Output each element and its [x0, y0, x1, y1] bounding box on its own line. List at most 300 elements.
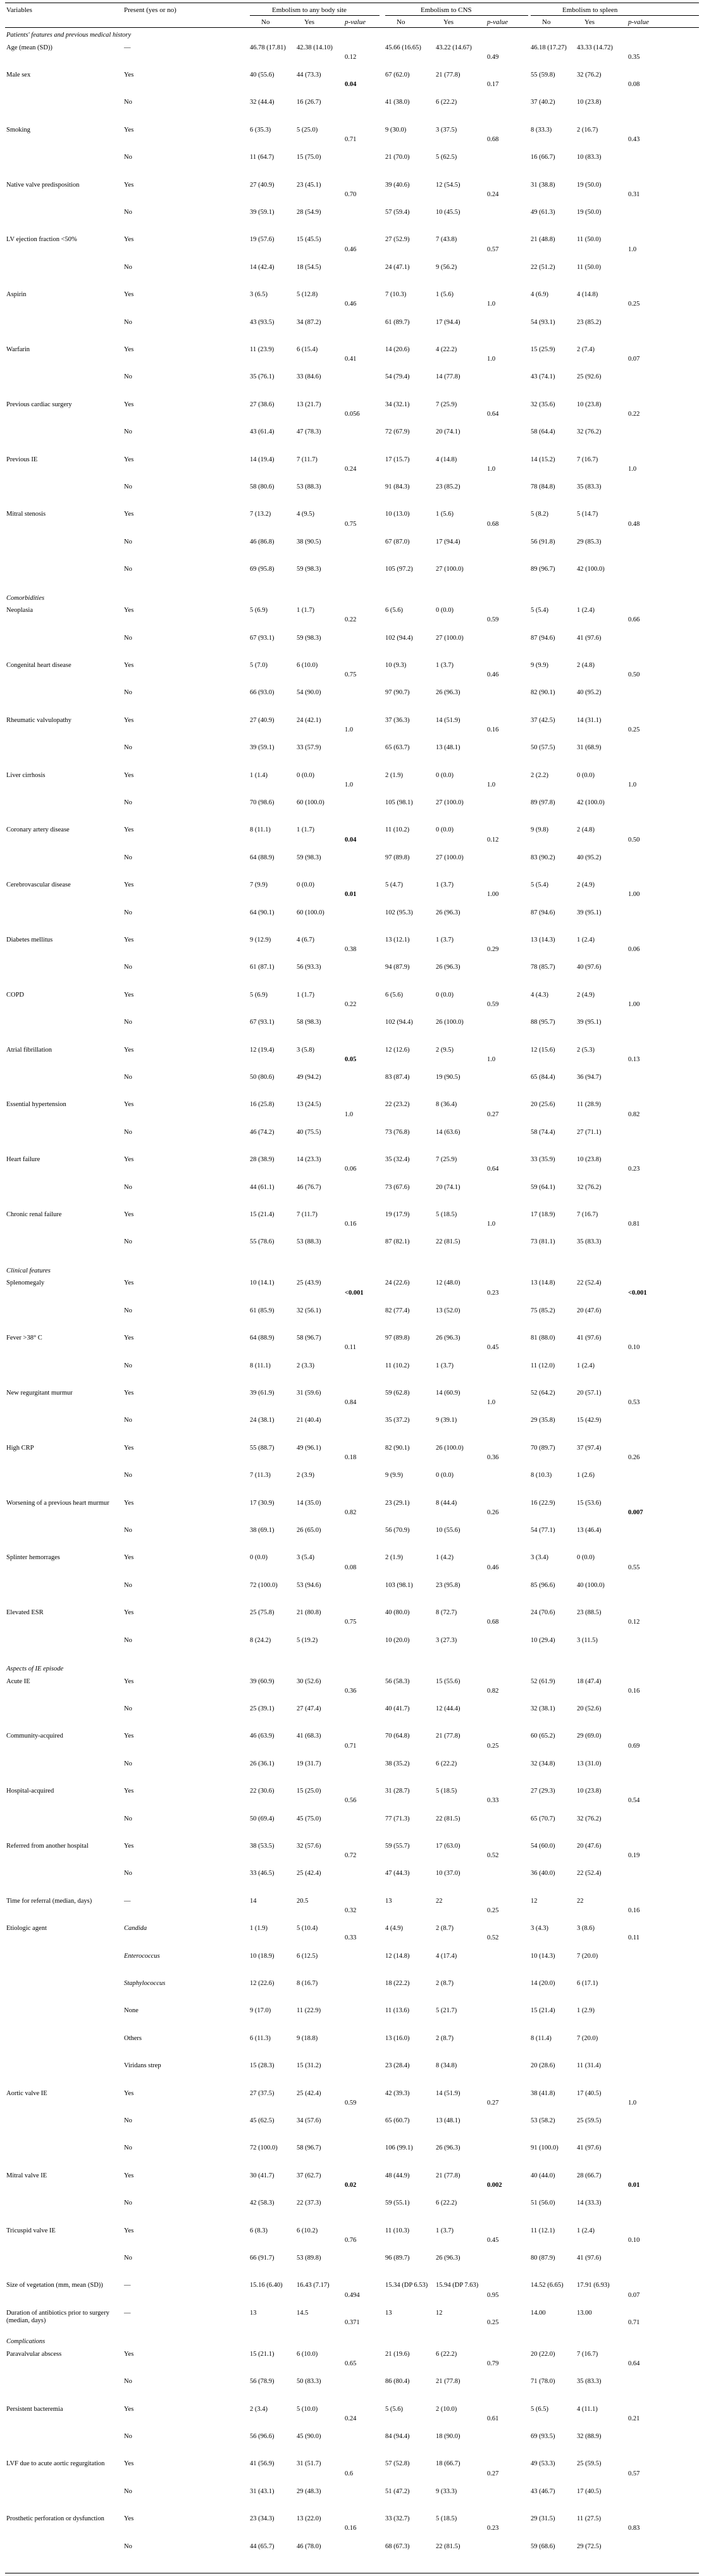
cell-no: 39 (60.9) [250, 1677, 275, 1685]
cell-yes: 20 (57.1) [577, 1390, 602, 1397]
cell-yes: 1 (2.4) [577, 607, 595, 614]
row-label: Age (mean (SD)) [6, 44, 52, 51]
cell-yes: 39 (95.1) [577, 909, 602, 916]
cell-yes: 3 (27.3) [436, 1636, 457, 1644]
cell-yes: 5 (12.8) [297, 291, 318, 299]
cell-p-value: 0.12 [628, 1619, 640, 1626]
cell-no: 18 (22.2) [385, 1980, 410, 1988]
row-label: Paravalvular abscess [6, 2350, 62, 2358]
cell-yes: 15 (45.5) [297, 236, 321, 244]
cell-no: 10 (18.9) [250, 1952, 275, 1960]
cell-yes: 40 (97.6) [577, 964, 602, 971]
cell-yes: 32 (76.2) [577, 72, 602, 79]
cell-no: 14.52 (6.65) [531, 2282, 564, 2289]
cell-no: 49 (61.3) [531, 209, 555, 216]
cell-no: 27 (29.3) [531, 1788, 555, 1795]
cell-no: 39 (59.1) [250, 209, 275, 216]
row-present: None [124, 2007, 139, 2015]
cell-yes: 14 (63.6) [436, 1128, 460, 1136]
cell-yes: 23 (45.1) [297, 181, 321, 189]
cell-no: 6 (11.3) [250, 2034, 271, 2042]
cell-p-value: 0.16 [628, 1687, 640, 1695]
row-label: Community-acquired [6, 1733, 63, 1740]
cell-no: 9 (9.8) [531, 826, 548, 834]
cell-no: 16 (22.9) [531, 1499, 555, 1507]
row-present: Yes [124, 456, 134, 463]
cell-no: 39 (59.1) [250, 744, 275, 752]
cell-no: 58 (64.4) [531, 428, 555, 436]
cell-yes: 8 (16.7) [297, 1980, 318, 1988]
cell-p-value: 0.75 [345, 520, 357, 528]
cell-yes: 10 (37.0) [436, 1870, 460, 1877]
cell-no: 67 (93.1) [250, 1019, 275, 1026]
cell-yes: 49 (94.2) [297, 1073, 321, 1081]
cell-yes: 29 (69.0) [577, 1733, 602, 1740]
cell-yes: 24 (42.1) [297, 716, 321, 724]
group-rule-cns [385, 15, 528, 16]
cell-p-value: 0.50 [628, 671, 640, 679]
cell-yes: 2 (10.0) [436, 2405, 457, 2413]
cell-no: 50 (69.4) [250, 1815, 275, 1822]
cell-no: 53 (58.2) [531, 2117, 555, 2124]
cell-yes: 6 (17.1) [577, 1980, 598, 1988]
row-label: Chronic renal failure [6, 1210, 62, 1218]
cell-yes: 2 (4.8) [577, 826, 595, 834]
cell-no: 33 (32.7) [385, 2515, 410, 2523]
cell-p-value: 0.17 [487, 81, 499, 89]
row-present: Yes [124, 716, 134, 724]
cell-no: 13 (14.3) [531, 936, 555, 944]
row-label: Fever >38° C [6, 1335, 42, 1342]
cell-yes: 13 (22.0) [297, 2515, 321, 2523]
row-present: Yes [124, 511, 134, 518]
cell-p-value: 1.0 [628, 781, 637, 788]
row-present: No [124, 634, 132, 642]
row-label: Native valve predisposition [6, 181, 80, 189]
row-present: Yes [124, 1210, 134, 1218]
cell-no: 42 (39.3) [385, 2089, 410, 2097]
row-present: No [124, 1019, 132, 1026]
cell-no: 32 (34.8) [531, 1760, 555, 1767]
cell-no: 24 (47.1) [385, 263, 410, 271]
cell-no: 29 (31.5) [531, 2515, 555, 2523]
row-present: Yes [124, 2460, 134, 2468]
cell-yes: 35 (83.3) [577, 483, 602, 490]
cell-p-value: 0.25 [487, 2318, 499, 2326]
cell-p-value: 0.22 [345, 1000, 357, 1008]
cell-no: 40 (80.0) [385, 1609, 410, 1617]
cell-yes: 1 (4.2) [436, 1554, 454, 1562]
cell-yes: 3 (5.8) [297, 1046, 314, 1054]
row-label: Worsening of a previous heart murmur [6, 1499, 109, 1507]
cell-yes: 20 (47.6) [577, 1307, 602, 1314]
row-present: Viridans strep [124, 2062, 161, 2070]
row-present: — [124, 1897, 131, 1905]
cell-no: 37 (40.2) [531, 99, 555, 106]
cell-p-value: 0.53 [628, 1399, 640, 1407]
cell-no: 54 (60.0) [531, 1843, 555, 1850]
cell-no: 17 (15.7) [385, 456, 410, 463]
cell-no: 11 (23.9) [250, 346, 275, 354]
cell-yes: 33 (57.9) [297, 744, 321, 752]
cell-yes: 0 (0.0) [577, 1554, 595, 1562]
cell-no: 3 (4.3) [531, 1925, 548, 1932]
cell-no: 6 (5.6) [385, 991, 403, 999]
cell-yes: 40 (95.2) [577, 854, 602, 861]
row-label: Cerebrovascular disease [6, 881, 71, 889]
cell-yes: 45 (75.0) [297, 1815, 321, 1822]
cell-yes: 56 (93.3) [297, 964, 321, 971]
cell-p-value: 0.12 [487, 836, 499, 843]
cell-yes: 25 (43.9) [297, 1279, 321, 1287]
row-present: Yes [124, 2172, 134, 2179]
cell-no: 15.16 (6.40) [250, 2282, 283, 2289]
cell-p-value: 0.27 [487, 2470, 499, 2477]
cell-yes: 37 (97.4) [577, 1444, 602, 1452]
cell-no: 23 (34.3) [250, 2515, 275, 2523]
cell-yes: 0 (0.0) [436, 771, 454, 779]
row-label: Mitral valve IE [6, 2172, 47, 2179]
cell-no: 51 (47.2) [385, 2487, 410, 2495]
cell-p-value: 0.07 [628, 2291, 640, 2299]
cell-yes: 5 (62.5) [436, 154, 457, 161]
row-present: Yes [124, 291, 134, 299]
cell-no: 75 (85.2) [531, 1307, 555, 1314]
cell-no: 47 (44.3) [385, 1870, 410, 1877]
cell-p-value: 0.01 [628, 2181, 640, 2189]
cell-yes: 2 (4.8) [577, 662, 595, 669]
cell-no: 15 (21.4) [250, 1210, 275, 1218]
cell-yes: 6 (22.2) [436, 99, 457, 106]
cell-no: 54 (77.1) [531, 1527, 555, 1534]
cell-yes: 29 (48.3) [297, 2487, 321, 2495]
cell-yes: 32 (56.1) [297, 1307, 321, 1314]
cell-no: 16 (25.8) [250, 1101, 275, 1109]
cell-yes: 23 (85.2) [577, 318, 602, 326]
cell-no: 24 (38.1) [250, 1417, 275, 1424]
cell-no: 65 (70.7) [531, 1815, 555, 1822]
row-present: Yes [124, 346, 134, 354]
cell-p-value: 0.54 [628, 1797, 640, 1805]
row-label: Congenital heart disease [6, 662, 71, 669]
cell-no: 21 (70.0) [385, 154, 410, 161]
cell-yes: 22 [577, 1897, 584, 1905]
cell-no: 46.18 (17.27) [531, 44, 567, 51]
cell-yes: 1 (2.4) [577, 1362, 595, 1369]
row-present: No [124, 1417, 132, 1424]
cell-no: 5 (5.6) [385, 2405, 403, 2413]
cell-yes: 0 (0.0) [436, 1472, 454, 1479]
cell-no: 31 (38.8) [531, 181, 555, 189]
row-label: Rheumatic valvulopathy [6, 716, 71, 724]
cell-no: 26 (36.1) [250, 1760, 275, 1767]
cell-no: 11 (12.1) [531, 2227, 555, 2234]
cell-no: 87 (82.1) [385, 1238, 410, 1246]
cell-no: 3 (3.4) [531, 1554, 548, 1562]
cell-p-value: 0.33 [345, 1934, 357, 1942]
cell-no: 38 (41.8) [531, 2089, 555, 2097]
cell-no: 43 (74.1) [531, 373, 555, 381]
cell-p-value: 0.08 [345, 1564, 357, 1571]
cell-yes: 6 (22.2) [436, 2350, 457, 2358]
cell-p-value: 0.35 [628, 53, 640, 61]
cell-yes: 5 (21.7) [436, 2007, 457, 2015]
header-no: No [542, 18, 551, 26]
cell-p-value: 0.494 [345, 2291, 360, 2299]
cell-yes: 10 (45.5) [436, 209, 460, 216]
cell-no: 8 (11.1) [250, 1362, 271, 1369]
cell-p-value: 0.056 [345, 411, 360, 418]
row-present: Others [124, 2034, 142, 2042]
cell-yes: 21 (77.8) [436, 2172, 460, 2179]
cell-p-value: 0.43 [628, 136, 640, 144]
cell-yes: 25 (42.4) [297, 2089, 321, 2097]
section-heading: Aspects of IE episode [6, 1665, 64, 1672]
cell-yes: 16.43 (7.17) [297, 2282, 330, 2289]
cell-no: 57 (52.8) [385, 2460, 410, 2468]
cell-yes: 38 (90.5) [297, 538, 321, 545]
cell-no: 64 (88.9) [250, 854, 275, 861]
cell-no: 27 (38.6) [250, 401, 275, 408]
cell-yes: 26 (96.3) [436, 1335, 460, 1342]
cell-no: 56 (58.3) [385, 1677, 410, 1685]
cell-no: 4 (4.9) [385, 1925, 403, 1932]
cell-no: 106 (99.1) [385, 2144, 413, 2152]
cell-yes: 15 (31.2) [297, 2062, 321, 2070]
cell-no: 82 (90.1) [531, 689, 555, 697]
section-heading: Patients' features and previous medical history [6, 32, 132, 39]
cell-p-value: 1.0 [345, 1111, 354, 1118]
cell-yes: 32 (57.6) [297, 1843, 321, 1850]
cell-no: 69 (95.8) [250, 566, 275, 573]
row-label: COPD [6, 991, 25, 999]
cell-no: 23 (29.1) [385, 1499, 410, 1507]
row-present: Yes [124, 126, 134, 134]
cell-no: 64 (88.9) [250, 1335, 275, 1342]
cell-no: 5 (6.9) [250, 607, 268, 614]
cell-yes: 4 (14.8) [436, 456, 457, 463]
cell-no: 10 (29.4) [531, 1636, 555, 1644]
cell-no: 21 (48.8) [531, 236, 555, 244]
cell-yes: 22 [436, 1897, 443, 1905]
cell-no: 2 (2.2) [531, 771, 548, 779]
row-present: No [124, 1238, 132, 1246]
row-present: — [124, 2282, 131, 2289]
cell-yes: 39 (95.1) [577, 1019, 602, 1026]
cell-no: 14 (15.2) [531, 456, 555, 463]
cell-yes: 2 (4.9) [577, 991, 595, 999]
cell-no: 28 (38.9) [250, 1156, 275, 1164]
cell-no: 70 (89.7) [531, 1444, 555, 1452]
cell-p-value: 0.31 [628, 190, 640, 198]
cell-no: 14 (20.0) [531, 1980, 555, 1988]
cell-no: 8 (24.2) [250, 1636, 271, 1644]
cell-yes: 43.33 (14.72) [577, 44, 613, 51]
cell-no: 91 (100.0) [531, 2144, 559, 2152]
cell-yes: 20.5 [297, 1897, 309, 1905]
row-present: No [124, 263, 132, 271]
cell-yes: 19 (90.5) [436, 1073, 460, 1081]
cell-yes: 2 (16.7) [577, 126, 598, 134]
cell-p-value: 0.49 [487, 53, 499, 61]
cell-yes: 35 (83.3) [577, 2378, 602, 2386]
cell-p-value: <0.001 [628, 1289, 647, 1297]
cell-yes: 7 (25.9) [436, 1156, 457, 1164]
cell-no: 44 (61.1) [250, 1183, 275, 1191]
cell-yes: 23 (85.2) [436, 483, 460, 490]
cell-no: 36 (40.0) [531, 1870, 555, 1877]
row-present: No [124, 799, 132, 807]
cell-no: 33 (46.5) [250, 1870, 275, 1877]
row-present: — [124, 44, 131, 51]
row-label: Splinter hemorrages [6, 1554, 60, 1562]
cell-yes: 11 (22.9) [297, 2007, 321, 2015]
cell-yes: 53 (88.3) [297, 483, 321, 490]
cell-yes: 12 [436, 2309, 443, 2317]
cell-no: 46 (63.9) [250, 1733, 275, 1740]
cell-yes: 28 (54.9) [297, 209, 321, 216]
cell-p-value: 0.12 [345, 53, 357, 61]
cell-yes: 25 (92.6) [577, 373, 602, 381]
row-present: Yes [124, 1279, 134, 1287]
row-present: Yes [124, 1609, 134, 1617]
cell-no: 12 (14.8) [385, 1952, 410, 1960]
cell-yes: 13 (24.5) [297, 1101, 321, 1109]
cell-no: 17 (30.9) [250, 1499, 275, 1507]
cell-no: 78 (85.7) [531, 964, 555, 971]
row-present: Yes [124, 1788, 134, 1795]
cell-no: 7 (11.3) [250, 1472, 271, 1479]
cell-yes: 2 (3.9) [297, 1472, 314, 1479]
cell-yes: 17 (94.4) [436, 318, 460, 326]
cell-p-value: 1.0 [628, 2099, 637, 2106]
cell-yes: 20 (52.6) [577, 1705, 602, 1713]
cell-p-value: 0.08 [628, 81, 640, 89]
cell-yes: 5 (10.4) [297, 1925, 318, 1932]
cell-yes: 27 (100.0) [436, 634, 464, 642]
row-present: Yes [124, 1101, 134, 1109]
cell-no: 9 (12.9) [250, 936, 271, 944]
cell-yes: 9 (39.1) [436, 1417, 457, 1424]
cell-yes: 53 (94.6) [297, 1581, 321, 1589]
cell-no: 17 (18.9) [531, 1210, 555, 1218]
header-yes: Yes [584, 18, 595, 26]
cell-yes: 10 (83.3) [577, 154, 602, 161]
cell-no: 87 (94.6) [531, 634, 555, 642]
cell-no: 20 (22.0) [531, 2350, 555, 2358]
cell-p-value: 0.06 [628, 946, 640, 954]
cell-no: 11 (10.2) [385, 1362, 410, 1369]
cell-p-value: 0.70 [345, 190, 357, 198]
cell-yes: 3 (8.6) [577, 1925, 595, 1932]
cell-no: 6 (8.3) [250, 2227, 268, 2234]
cell-no: 15 (25.9) [531, 346, 555, 354]
cell-p-value: 0.24 [345, 2415, 357, 2422]
cell-p-value: 0.23 [628, 1166, 640, 1173]
cell-no: 1 (1.9) [250, 1925, 268, 1932]
cell-no: 32 (38.1) [531, 1705, 555, 1713]
cell-no: 38 (53.5) [250, 1843, 275, 1850]
row-present: No [124, 318, 132, 326]
header-yes: Yes [443, 18, 454, 26]
row-present: No [124, 483, 132, 490]
cell-yes: 44 (73.3) [297, 72, 321, 79]
cell-no: 14.00 [531, 2309, 546, 2317]
cell-yes: 14.5 [297, 2309, 309, 2317]
cell-yes: 2 (8.7) [436, 1925, 454, 1932]
cell-yes: 18 (66.7) [436, 2460, 460, 2468]
cell-no: 27 (52.9) [385, 236, 410, 244]
row-present: Candida [124, 1925, 147, 1932]
header-group-spleen: Embolism to spleen [562, 6, 618, 14]
cell-no: 73 (67.6) [385, 1183, 410, 1191]
row-present: No [124, 1636, 132, 1644]
cell-p-value: 0.83 [628, 2525, 640, 2532]
cell-p-value: 1.0 [487, 1221, 496, 1228]
row-present: Yes [124, 401, 134, 408]
cell-yes: 26 (100.0) [436, 1019, 464, 1026]
cell-yes: 8 (72.7) [436, 1609, 457, 1617]
cell-no: 33 (35.9) [531, 1156, 555, 1164]
cell-no: 20 (25.6) [531, 1101, 555, 1109]
row-present: Yes [124, 2089, 134, 2097]
cell-yes: 59 (98.3) [297, 854, 321, 861]
cell-yes: 25 (59.5) [577, 2117, 602, 2124]
cell-no: 7 (13.2) [250, 511, 271, 518]
cell-no: 52 (61.9) [531, 1677, 555, 1685]
cell-no: 72 (100.0) [250, 2144, 278, 2152]
cell-yes: 9 (18.8) [297, 2034, 318, 2042]
cell-p-value: 1.0 [345, 781, 354, 788]
row-label: Coronary artery disease [6, 826, 70, 834]
cell-no: 88 (95.7) [531, 1019, 555, 1026]
cell-yes: 1 (1.7) [297, 607, 314, 614]
cell-yes: 6 (22.2) [436, 1760, 457, 1767]
cell-yes: 29 (72.5) [577, 2542, 602, 2550]
cell-no: 31 (43.1) [250, 2487, 275, 2495]
cell-yes: 53 (88.3) [297, 1238, 321, 1246]
cell-p-value: 0.25 [487, 1907, 499, 1915]
cell-no: 58 (80.6) [250, 483, 275, 490]
cell-yes: 9 (33.3) [436, 2487, 457, 2495]
cell-no: 66 (93.0) [250, 689, 275, 697]
cell-p-value: 0.007 [628, 1509, 643, 1516]
cell-yes: 18 (47.4) [577, 1677, 602, 1685]
row-present: No [124, 744, 132, 752]
cell-p-value: 1.0 [628, 246, 637, 253]
cell-p-value: 1.00 [628, 891, 640, 899]
cell-yes: 7 (20.0) [577, 2034, 598, 2042]
row-present: Yes [124, 662, 134, 669]
cell-p-value: 0.16 [345, 1221, 357, 1228]
cell-yes: 11 (31.4) [577, 2062, 602, 2070]
row-present: No [124, 209, 132, 216]
cell-p-value: 0.66 [628, 616, 640, 624]
cell-p-value: 0.45 [487, 2236, 499, 2244]
cell-no: 66 (91.7) [250, 2254, 275, 2262]
cell-yes: 42 (100.0) [577, 566, 605, 573]
cell-no: 27 (40.9) [250, 716, 275, 724]
cell-yes: 41 (68.3) [297, 1733, 321, 1740]
cell-no: 83 (87.4) [385, 1073, 410, 1081]
cell-p-value: 1.00 [487, 891, 499, 899]
cell-p-value: 0.002 [487, 2181, 502, 2189]
cell-yes: 14 (33.3) [577, 2200, 602, 2207]
cell-yes: 23 (95.8) [436, 1581, 460, 1589]
cell-no: 54 (93.1) [531, 318, 555, 326]
cell-no: 15 (21.4) [531, 2007, 555, 2015]
cell-yes: 31 (59.6) [297, 1390, 321, 1397]
